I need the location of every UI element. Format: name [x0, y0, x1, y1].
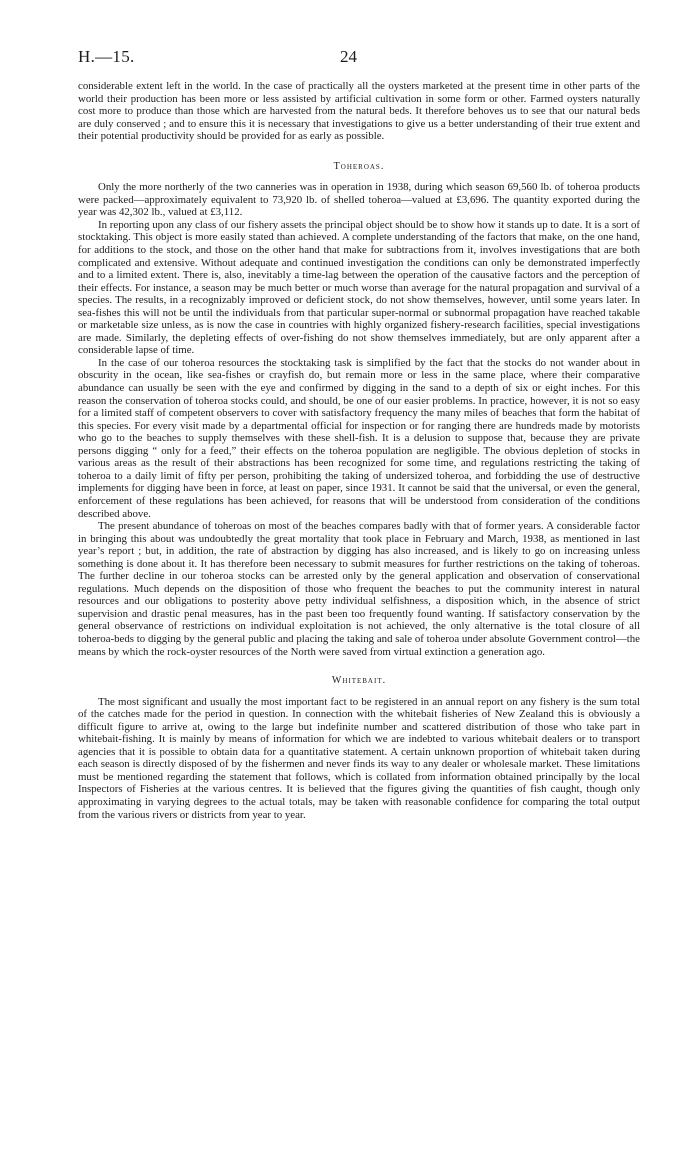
page-number: 24: [340, 47, 357, 66]
section-heading-whitebait: Whitebait.: [331, 675, 387, 687]
paragraph: In reporting upon any class of our fishery assets the principal object should be to show how it stands up to date. It is a sort of stocktaking. This object is more easily stated than achieved. A complete understanding of the factors that make, on the one hand, for additions to the stock, and those on the other hand that make for subtractions from it, involves investigations that are both complicated and extensive. Without adequate and continued investigation the conditions can only be demonstrated imperfectly and to a limited extent. There is, also, inevitably a time-lag between the operation of the causative factors and the perception of their effects. For instance, a season may be much better or much worse than average for the natural propagation and survival of a species. The results, in a recognizably improved or deficient stock, do not show themselves, however, until some years later. In sea-fishes this will not be until the individuals from that particular super-normal or subnormal propagation have reached takable or marketable size unless, as is now the case in countries with highly organized fishery-research facilities, special investigations are made. Similarly, the depleting effects of over-fishing do not show themselves immediately, but are only apparent after a considerable lapse of time.: [78, 218, 640, 357]
paragraph: The present abundance of toheroas on most of the beaches compares badly with that of former years. A considerable factor in bringing this about was undoubtedly the great mortality that took place in February and March, 1938, as mentioned in last year’s report ; but, in addition, the rate of abstraction by digging has also increased, and is likely to go on increasing unless something is done about it. It has therefore been necessary to submit measures for further restrictions on the taking of toheroas. The further decline in our toheroa stocks can be arrested only by the general application and observation of conservational regulations. Much depends on the disposition of those who frequent the beaches to put the community interest in natural resources and our obligations to posterity above petty individual selfishness, a disposition which, in the absence of strict supervision and drastic penal measures, has in the past been too frequently found wanting. If satisfactory conservation by the general observance of restrictions on individual exploitation is not achieved, the only alternative is the total closure of all toheroa-beds to digging by the general public and placing the taking and sale of toheroa under absolute Government control—the means by which the rock-oyster resources of the North were saved from virtual extinction a generation ago.: [78, 520, 640, 658]
paragraph: The most significant and usually the most important fact to be registered in an annual report on any fishery is the sum total of the catches made for the period in question. In connection with the whitebait fisheries of New Zealand this is obviously a difficult figure to arrive at, owing to the large but indefinite number and scattered distribution of those who take part in whitebait-fishing. It is mainly by means of information for which we are indebted to various whitebait dealers or to transport agencies that it is possible to obtain data for a quantitative statement. A certain unknown proportion of whitebait taken during each season is directly disposed of by the fishermen and never finds its way to any dealer or wholesale market. These limitations must be mentioned regarding the statement that follows, which is collated from information obtained principally by the local Inspectors of Fisheries at the various centres. It is believed that the figures giving the quantities of fish caught, though only approximating in varying degrees to the actual totals, may be taken with reasonable confidence for comparing the total output from the various rivers or districts from year to year.: [78, 695, 640, 821]
document-body: [78, 80, 640, 821]
paragraph: Only the more northerly of the two canneries was in operation in 1938, during which season 69,560 lb. of toheroa products were packed—approximately equivalent to 73,920 lb. of shelled toheroa—valued at £3,696. The quantity exported during the year was 42,302 lb., valued at £3,112.: [78, 181, 640, 219]
paragraph: In the case of our toheroa resources the stocktaking task is simplified by the fact that the stocks do not wander about in obscurity in the ocean, like sea-fishes or crayfish do, but remain more or less in the same place, where their comparative abundance can usually be seen with the eye and confirmed by digging in the sand to a depth of six or eight inches. For this reason the conservation of toheroa stocks could, and should, be one of our easier problems. In practice, however, it is not so easy for a limited staff of competent observers to cover with satisfactory frequency the many miles of beaches that form the habitat of this species. For every visit made by a departmental official for inspection or for ranging there are hundreds made by motorists who go to the beaches to supply themselves with these shell-fish. It is a delusion to suppose that, because they are private persons digging “ only for a feed,” their effects on the toheroa population are negligible. The obvious depletion of stocks in various areas as the result of their abstractions has been recognized for some time, and regulations restricting the taking of toheroa to a daily limit of fifty per person, prohibiting the taking of undersized toheroa, and forbidding the use of destructive implements for digging have been in force, at least on paper, since 1931. It cannot be said that the universal, or even the general, enforcement of these regulations has been achieved, for reasons that will be understood from consideration of the conditions described above.: [78, 356, 640, 520]
paragraph: considerable extent left in the world. In the case of practically all the oysters marketed at the present time in other parts of the world their production has been more or less assisted by artificial cultivation in some form or other. Farmed oysters naturally cost more to produce than those which are harvested from the natural beds. It therefore behoves us to see that our natural beds are duly conserved ; and to ensure this it is necessary that investigations to give us a better understanding of their true extent and their potential productivity should be provided for as early as possible.: [78, 80, 640, 143]
document-code: H.—15.: [78, 47, 135, 66]
section-heading-toheroas: Toheroas.: [333, 160, 385, 172]
